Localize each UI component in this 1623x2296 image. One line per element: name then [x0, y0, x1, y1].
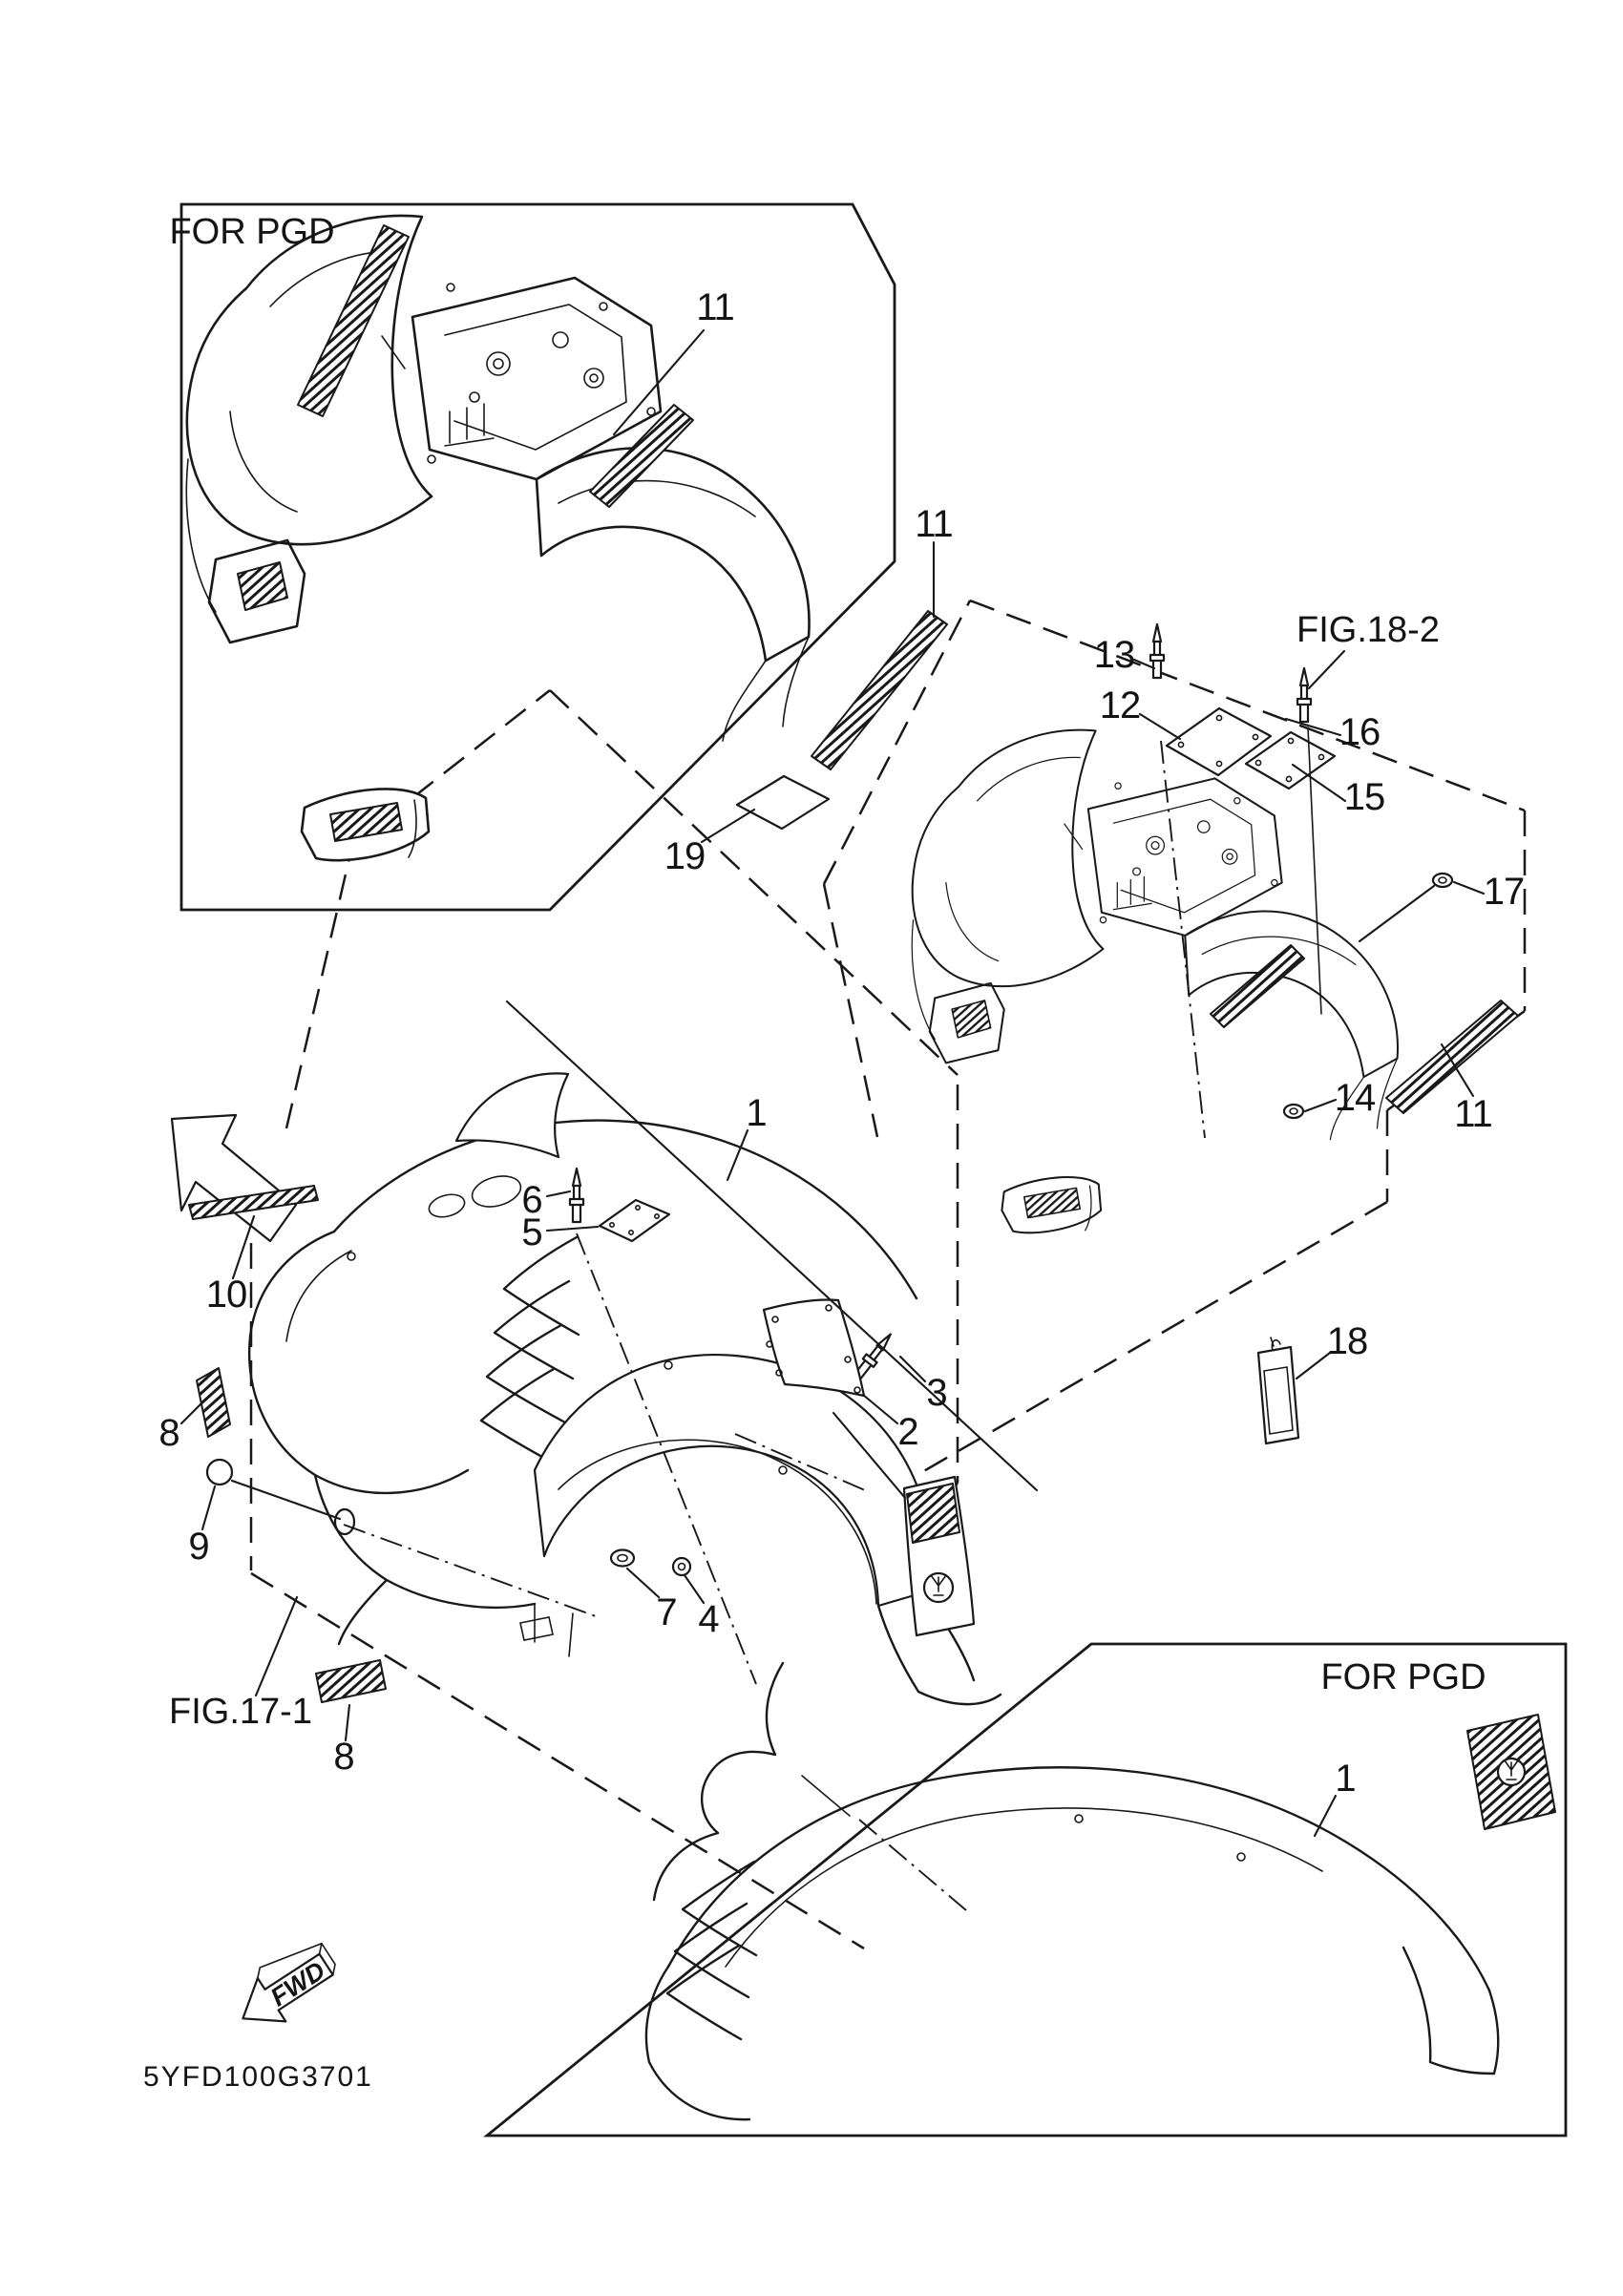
fender-knob: [335, 1509, 354, 1534]
callout-12: 12: [1099, 685, 1141, 727]
callout-6: 6: [521, 1179, 542, 1221]
callout-2: 2: [897, 1411, 918, 1453]
callout-7: 7: [656, 1591, 677, 1633]
callout-11-b: 11: [915, 503, 953, 545]
callout-9: 9: [188, 1526, 209, 1568]
cap-9: [207, 1460, 232, 1485]
callout-17: 17: [1483, 871, 1525, 913]
callout-8-b: 8: [333, 1736, 354, 1778]
variant-label-bottom: FOR PGD: [1320, 1657, 1486, 1697]
callout-11-a: 11: [696, 286, 734, 328]
figure-ref-17-1: FIG.17-1: [169, 1692, 312, 1732]
callout-11-c: 11: [1454, 1093, 1492, 1135]
callout-18: 18: [1326, 1320, 1368, 1362]
grommet-7: [611, 1550, 634, 1567]
drawing-part-code: 5YFD100G3701: [143, 2061, 373, 2093]
callout-4: 4: [698, 1598, 719, 1640]
callout-15: 15: [1343, 776, 1385, 818]
figure-ref-18-2: FIG.18-2: [1296, 610, 1440, 650]
variant-label-top: FOR PGD: [169, 212, 335, 252]
washer-4: [673, 1558, 690, 1575]
callout-5: 5: [521, 1211, 542, 1253]
callout-8-a: 8: [158, 1412, 179, 1454]
callout-10: 10: [205, 1274, 247, 1316]
callout-14: 14: [1334, 1077, 1376, 1119]
callout-16: 16: [1338, 711, 1381, 753]
callout-3: 3: [926, 1372, 947, 1414]
callout-19: 19: [664, 835, 706, 877]
callout-1-a: 1: [746, 1092, 767, 1134]
callout-13: 13: [1093, 634, 1135, 676]
grommet-17: [1433, 874, 1452, 887]
callout-1-b: 1: [1335, 1758, 1356, 1800]
fwd-arrow-label: FWD: [265, 1955, 330, 2012]
grommet-14: [1284, 1105, 1303, 1118]
